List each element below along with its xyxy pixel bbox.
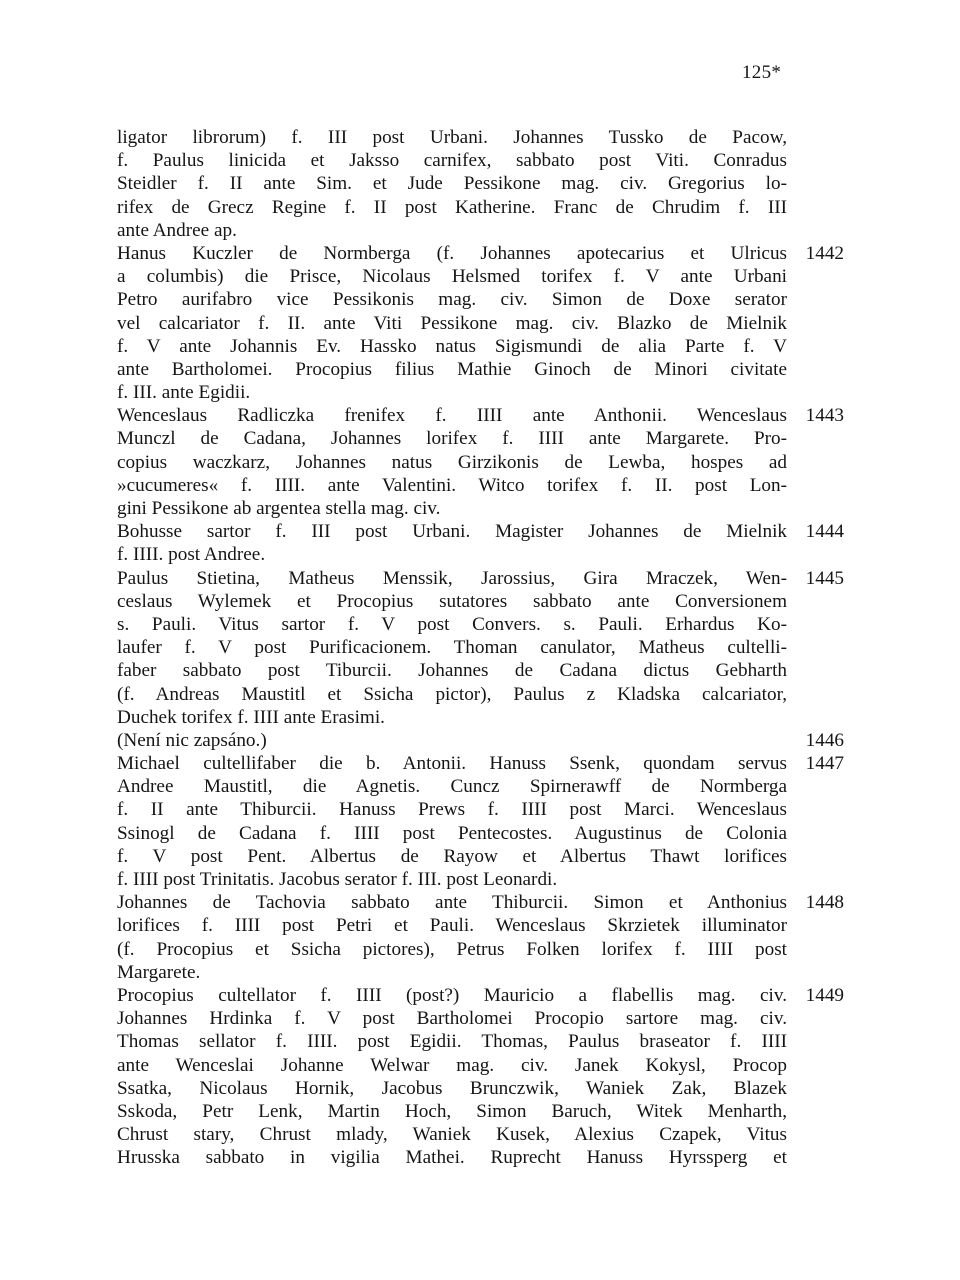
text-line (0, 683, 960, 706)
line-text: ligator librorum) f. III post Urbani. Johannes Tussko de Pacow, (117, 127, 787, 148)
line-text: Hanus Kuczler de Normberga (f. Johannes apotecarius et Ulricus (117, 242, 787, 264)
text-line (0, 474, 960, 497)
line-text: Thomas sellator f. IIII. post Egidii. Thomas, Paulus braseator f. IIII (117, 1031, 787, 1053)
text-line (0, 219, 960, 242)
text-line (0, 938, 960, 961)
text-line (0, 752, 960, 775)
line-text: Margarete. (117, 961, 201, 983)
line-text: ante Wenceslai Johanne Welwar mag. civ. Janek Kokysl, Procop (117, 1054, 787, 1076)
line-text: lorifices f. IIII post Petri et Pauli. Wenceslaus Skrzietek illuminator (117, 915, 787, 937)
text-line (0, 1054, 960, 1077)
line-text: Johannes de Tachovia sabbato ante Thiburcii. Simon et Anthonius (117, 892, 787, 914)
text-line (0, 706, 960, 729)
text-line (0, 590, 960, 613)
text-line (0, 149, 960, 172)
line-text: Michael cultellifaber die b. Antonii. Hanuss Ssenk, quondam servus (117, 753, 787, 775)
line-text: ante Andree ap. (117, 219, 237, 241)
line-text: laufer f. V post Purificacionem. Thoman canulator, Matheus cultelli- (117, 637, 787, 659)
text-line (0, 1007, 960, 1030)
year-marker: 1444 (805, 521, 844, 543)
year-marker: 1447 (805, 753, 844, 775)
text-line (0, 358, 960, 381)
line-text: f. IIII. post Andree. (117, 544, 266, 566)
line-text: a columbis) die Prisce, Nicolaus Helsmed torifex f. V ante Urbani (117, 266, 787, 288)
text-line (0, 335, 960, 358)
line-text: vel calcariator f. II. ante Viti Pessikone mag. civ. Blazko de Mielnik (117, 312, 787, 334)
line-text: (f. Andreas Maustitl et Ssicha pictor), Paulus z Kladska calcariator, (117, 683, 787, 705)
text-line (0, 659, 960, 682)
text-line (0, 868, 960, 891)
line-text: Ssatka, Nicolaus Hornik, Jacobus Brunczwik, Waniek Zak, Blazek (117, 1077, 787, 1099)
text-line (0, 427, 960, 450)
line-text: (Není nic zapsáno.) (117, 729, 267, 751)
line-text: Ssinogl de Cadana f. IIII post Pentecostes. Augustinus de Colonia (117, 822, 787, 844)
line-text: Steidler f. II ante Sim. et Jude Pessikone mag. civ. Gregorius lo- (117, 173, 787, 195)
line-text: Munczl de Cadana, Johannes lorifex f. IIII ante Margarete. Pro- (117, 428, 787, 450)
text-line (0, 404, 960, 427)
line-text: Procopius cultellator f. IIII (post?) Mauricio a flabellis mag. civ. (117, 984, 787, 1006)
text-line (0, 729, 960, 752)
line-text: (f. Procopius et Ssicha pictores), Petrus Folken lorifex f. IIII post (117, 938, 787, 960)
text-line (0, 1123, 960, 1146)
line-text: Petro aurifabro vice Pessikonis mag. civ. Simon de Doxe serator (117, 289, 787, 311)
line-text: Bohusse sartor f. III post Urbani. Magister Johannes de Mielnik (117, 521, 787, 543)
text-line (0, 1030, 960, 1053)
text-line (0, 845, 960, 868)
text-line (0, 1100, 960, 1123)
line-text: copius waczkarz, Johannes natus Girzikonis de Lewba, hospes ad (117, 451, 787, 473)
text-line (0, 196, 960, 219)
text-line (0, 914, 960, 937)
line-text: Wenceslaus Radliczka frenifex f. IIII ante Anthonii. Wenceslaus (117, 405, 787, 427)
line-text: Duchek torifex f. IIII ante Erasimi. (117, 706, 385, 728)
text-line (0, 1077, 960, 1100)
text-line (0, 451, 960, 474)
page-number: 125* (742, 62, 782, 83)
year-marker: 1445 (805, 567, 844, 589)
line-text: Sskoda, Petr Lenk, Martin Hoch, Simon Baruch, Witek Menharth, (117, 1100, 787, 1122)
line-text: rifex de Grecz Regine f. II post Katherine. Franc de Chrudim f. III (117, 196, 787, 218)
text-line (0, 126, 960, 149)
text-line (0, 497, 960, 520)
year-marker: 1448 (805, 892, 844, 914)
line-text: s. Pauli. Vitus sartor f. V post Convers. s. Pauli. Erhardus Ko- (117, 613, 787, 635)
text-line (0, 381, 960, 404)
line-text: Paulus Stietina, Matheus Menssik, Jarossius, Gira Mraczek, Wen- (117, 567, 787, 589)
line-text: f. III. ante Egidii. (117, 382, 251, 404)
text-line (0, 891, 960, 914)
year-marker: 1443 (805, 405, 844, 427)
document-text (0, 126, 960, 1169)
line-text: Johannes Hrdinka f. V post Bartholomei Procopio sartore mag. civ. (117, 1008, 787, 1030)
text-line (0, 984, 960, 1007)
text-line (0, 613, 960, 636)
line-text: »cucumeres« f. IIII. ante Valentini. Witco torifex f. II. post Lon- (117, 474, 787, 496)
line-text: Hrusska sabbato in vigilia Mathei. Ruprecht Hanuss Hyrssperg et (117, 1147, 787, 1169)
text-line (0, 636, 960, 659)
line-text: ante Bartholomei. Procopius filius Mathie Ginoch de Minori civitate (117, 358, 787, 380)
text-line (0, 1146, 960, 1169)
text-line (0, 265, 960, 288)
text-line (0, 543, 960, 566)
line-text: Chrust stary, Chrust mlady, Waniek Kusek, Alexius Czapek, Vitus (117, 1124, 787, 1146)
text-line (0, 172, 960, 195)
text-line (0, 775, 960, 798)
text-line (0, 961, 960, 984)
text-line (0, 567, 960, 590)
line-text: f. II ante Thiburcii. Hanuss Prews f. IIII post Marci. Wenceslaus (117, 799, 787, 821)
text-line (0, 242, 960, 265)
year-marker: 1449 (805, 984, 844, 1006)
line-text: f. V post Pent. Albertus de Rayow et Albertus Thawt lorifices (117, 845, 787, 867)
text-line (0, 798, 960, 821)
text-line (0, 312, 960, 335)
line-text: ceslaus Wylemek et Procopius sutatores sabbato ante Conversionem (117, 590, 787, 612)
line-text: gini Pessikone ab argentea stella mag. civ. (117, 498, 441, 519)
line-text: Andree Maustitl, die Agnetis. Cuncz Spirnerawff de Normberga (117, 776, 787, 798)
text-line (0, 520, 960, 543)
year-marker: 1446 (805, 729, 844, 751)
text-line (0, 822, 960, 845)
line-text: f. IIII post Trinitatis. Jacobus serator f. III. post Leonardi. (117, 869, 558, 890)
line-text: faber sabbato post Tiburcii. Johannes de Cadana dictus Gebharth (117, 660, 787, 682)
line-text: f. V ante Johannis Ev. Hassko natus Sigismundi de alia Parte f. V (117, 335, 787, 357)
line-text: f. Paulus linicida et Jaksso carnifex, sabbato post Viti. Conradus (117, 150, 787, 172)
text-line (0, 288, 960, 311)
year-marker: 1442 (805, 242, 844, 264)
